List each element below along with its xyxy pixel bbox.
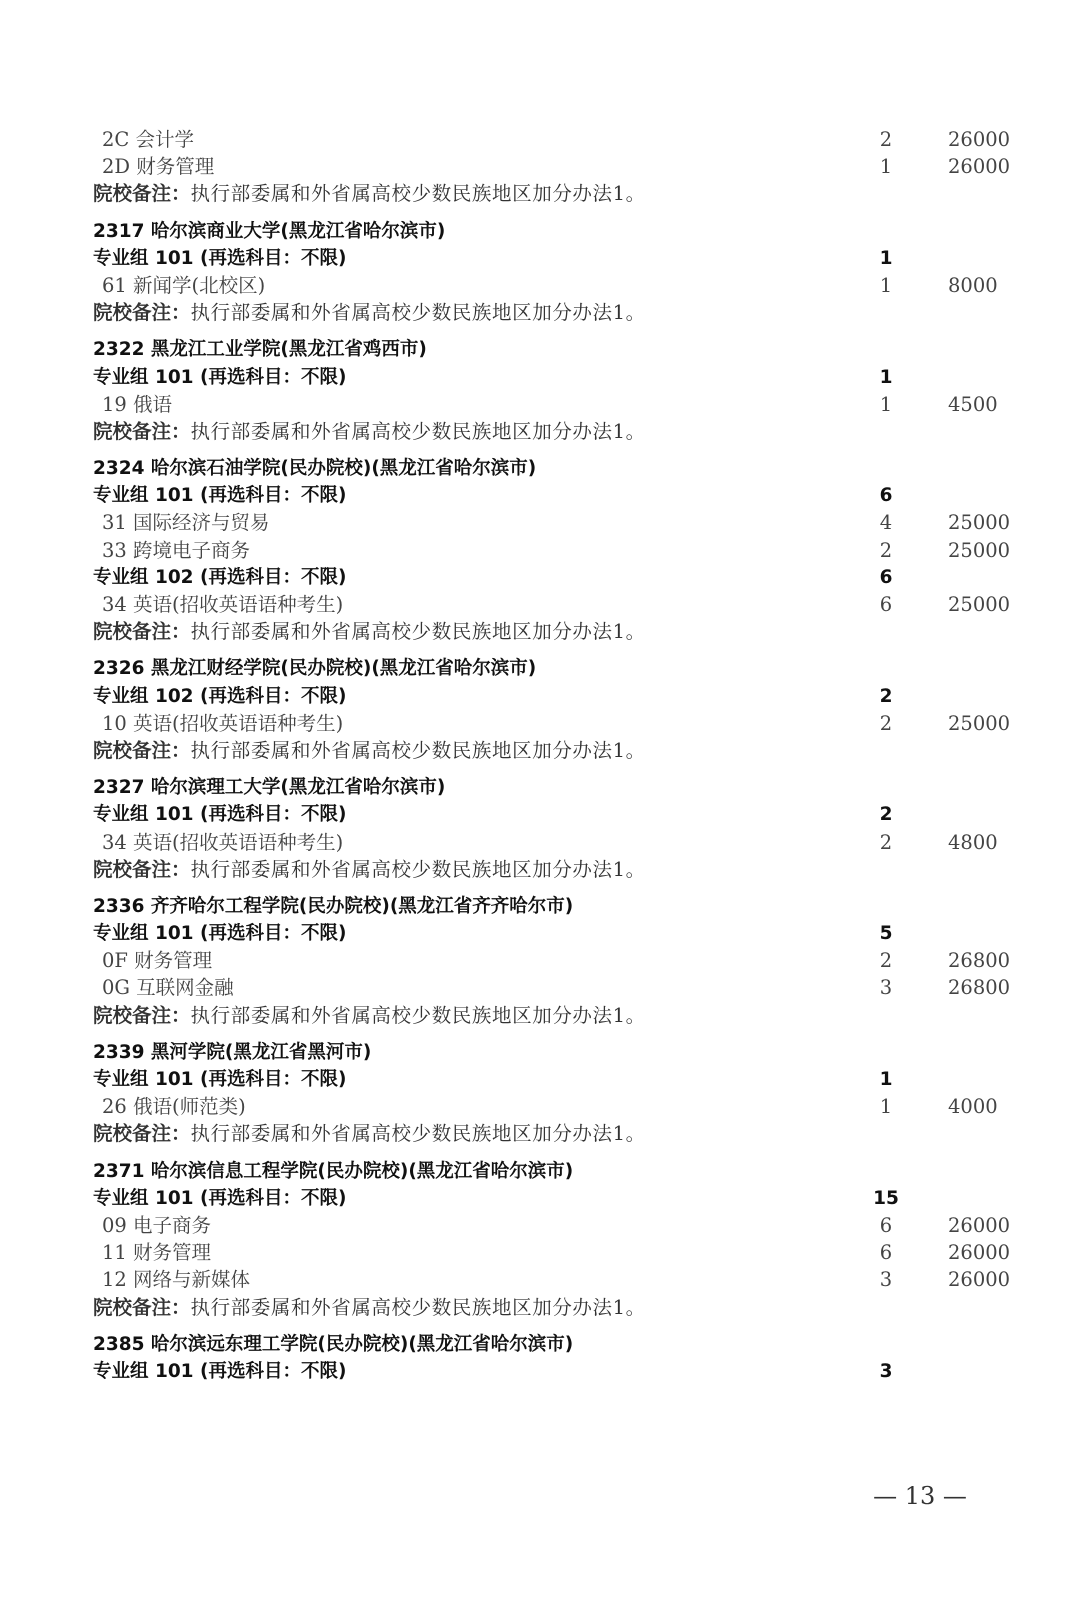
- note-row: [0, 299, 1080, 326]
- tuition-fee: 26000: [948, 128, 1011, 151]
- major-name: 33 跨境电子商务: [102, 538, 251, 562]
- school-row: [0, 455, 1080, 482]
- school-title: 2317 哈尔滨商业大学(黑龙江省哈尔滨市): [93, 220, 446, 242]
- major-name: 19 俄语: [102, 392, 173, 416]
- major-row: [0, 272, 1080, 299]
- tuition-fee: 4800: [948, 830, 998, 854]
- plan-count: 1: [879, 1069, 893, 1090]
- plan-count: 3: [879, 1360, 893, 1382]
- school-row: [0, 1331, 1080, 1358]
- note-text: [93, 418, 646, 445]
- plan-count: 3: [879, 1268, 893, 1292]
- group-title: 专业组 101 (再选科目：不限): [93, 1187, 347, 1209]
- tuition-fee: 4000: [948, 1095, 998, 1119]
- tuition-fee: 25000: [948, 593, 1011, 616]
- tuition-fee: 26800: [948, 949, 1011, 973]
- group-title: 专业组 101 (再选科目：不限): [93, 1360, 347, 1382]
- school-row: [0, 218, 1080, 245]
- note-text: [93, 856, 646, 883]
- group-title: 专业组 102 (再选科目：不限): [93, 685, 347, 707]
- school-title: 2336 齐齐哈尔工程学院(民办院校)(黑龙江省齐齐哈尔市): [93, 895, 574, 917]
- major-name: 34 英语(招收英语语种考生): [102, 593, 344, 616]
- group-row: [0, 683, 1080, 710]
- major-row: [0, 1093, 1080, 1120]
- tuition-fee: 25000: [948, 711, 1011, 735]
- note-label: 院校备注：: [93, 620, 191, 644]
- major-row: [0, 974, 1080, 1001]
- tuition-fee: 26000: [948, 155, 1011, 179]
- group-title: 专业组 101 (再选科目：不限): [93, 366, 347, 388]
- plan-count: 6: [879, 593, 893, 616]
- note-row: [0, 1120, 1080, 1147]
- group-row: [0, 482, 1080, 509]
- note-label: 院校备注：: [93, 1003, 191, 1027]
- note-row: [0, 1294, 1080, 1321]
- major-name: 2C 会计学: [102, 128, 195, 151]
- major-row: [0, 391, 1080, 418]
- note-label: 院校备注：: [93, 738, 191, 762]
- major-row: [0, 1239, 1080, 1266]
- page-number: — 13 —: [873, 1482, 967, 1510]
- major-row: [0, 537, 1080, 564]
- school-row: [0, 336, 1080, 363]
- tuition-fee: 26000: [948, 1213, 1011, 1237]
- group-title: 专业组 101 (再选科目：不限): [93, 485, 347, 507]
- plan-count: 3: [879, 976, 893, 1000]
- plan-count: 4: [879, 511, 893, 535]
- tuition-fee: 26000: [948, 1241, 1011, 1265]
- group-title: 专业组 101 (再选科目：不限): [93, 804, 347, 826]
- school-title: 2385 哈尔滨远东理工学院(民办院校)(黑龙江省哈尔滨市): [93, 1333, 574, 1355]
- note-row: [0, 618, 1080, 645]
- plan-count: 6: [879, 485, 893, 507]
- major-name: 61 新闻学(北校区): [102, 273, 266, 297]
- tuition-fee: 8000: [948, 273, 998, 297]
- note-text: [93, 1120, 646, 1147]
- note-content: 执行部委属和外省属高校少数民族地区加分办法1。: [190, 301, 646, 325]
- major-row: [0, 126, 1080, 153]
- group-row: [0, 1066, 1080, 1093]
- note-label: 院校备注：: [93, 419, 191, 443]
- school-row: [0, 893, 1080, 920]
- major-name: 26 俄语(师范类): [102, 1095, 246, 1119]
- note-row: [0, 856, 1080, 883]
- plan-count: 6: [879, 1241, 893, 1265]
- note-row: [0, 1002, 1080, 1029]
- major-name: 09 电子商务: [102, 1213, 212, 1237]
- major-name: 10 英语(招收英语语种考生): [102, 711, 344, 735]
- plan-count: 5: [879, 923, 893, 945]
- note-content: 执行部委属和外省属高校少数民族地区加分办法1。: [190, 419, 646, 443]
- group-row: [0, 801, 1080, 828]
- major-row: [0, 1212, 1080, 1239]
- major-row: [0, 1266, 1080, 1293]
- note-label: 院校备注：: [93, 182, 191, 206]
- major-name: 0F 财务管理: [102, 949, 213, 973]
- note-row: [0, 418, 1080, 445]
- plan-count: 2: [879, 711, 893, 735]
- major-name: 31 国际经济与贸易: [102, 511, 270, 535]
- note-label: 院校备注：: [93, 857, 191, 881]
- tuition-fee: 25000: [948, 511, 1011, 535]
- group-row: [0, 245, 1080, 272]
- school-title: 2322 黑龙江工业学院(黑龙江省鸡西市): [93, 339, 427, 361]
- school-title: 2327 哈尔滨理工大学(黑龙江省哈尔滨市): [93, 777, 446, 799]
- note-content: 执行部委属和外省属高校少数民族地区加分办法1。: [190, 1295, 646, 1319]
- tuition-fee: 4500: [948, 392, 998, 416]
- school-title: 2339 黑河学院(黑龙江省黑河市): [93, 1041, 372, 1063]
- plan-count: 1: [879, 247, 893, 269]
- major-row: [0, 509, 1080, 536]
- plan-count: 1: [879, 1095, 893, 1119]
- group-row: [0, 564, 1080, 591]
- school-row: [0, 774, 1080, 801]
- major-name: 11 财务管理: [102, 1241, 212, 1265]
- group-row: [0, 920, 1080, 947]
- group-title: 专业组 101 (再选科目：不限): [93, 247, 347, 269]
- note-label: 院校备注：: [93, 301, 191, 325]
- plan-count: 2: [879, 685, 893, 707]
- tuition-fee: 25000: [948, 538, 1011, 562]
- note-label: 院校备注：: [93, 1122, 191, 1146]
- major-name: 34 英语(招收英语语种考生): [102, 830, 344, 854]
- note-text: [93, 618, 646, 645]
- major-name: 2D 财务管理: [102, 155, 215, 179]
- plan-count: 6: [879, 1213, 893, 1237]
- plan-count: 1: [879, 273, 893, 297]
- note-content: 执行部委属和外省属高校少数民族地区加分办法1。: [190, 738, 646, 762]
- plan-count: 1: [879, 392, 893, 416]
- note-row: [0, 737, 1080, 764]
- plan-count: 2: [879, 949, 893, 973]
- note-content: 执行部委属和外省属高校少数民族地区加分办法1。: [190, 182, 646, 206]
- group-title: 专业组 101 (再选科目：不限): [93, 1069, 347, 1090]
- major-name: 12 网络与新媒体: [102, 1268, 251, 1292]
- major-row: [0, 153, 1080, 180]
- note-text: [93, 737, 646, 764]
- note-row: [0, 180, 1080, 207]
- group-title: 专业组 102 (再选科目：不限): [93, 566, 347, 588]
- school-row: [0, 1158, 1080, 1185]
- plan-count: 1: [879, 366, 893, 388]
- group-row: [0, 364, 1080, 391]
- plan-count: 2: [879, 830, 893, 854]
- note-text: [93, 299, 646, 326]
- plan-count: 15: [873, 1187, 899, 1209]
- school-title: 2371 哈尔滨信息工程学院(民办院校)(黑龙江省哈尔滨市): [93, 1160, 574, 1182]
- note-content: 执行部委属和外省属高校少数民族地区加分办法1。: [190, 1003, 646, 1027]
- plan-count: 6: [879, 566, 893, 588]
- note-content: 执行部委属和外省属高校少数民族地区加分办法1。: [190, 857, 646, 881]
- plan-count: 2: [879, 804, 893, 826]
- tuition-fee: 26000: [948, 1268, 1011, 1292]
- school-title: 2324 哈尔滨石油学院(民办院校)(黑龙江省哈尔滨市): [93, 458, 537, 480]
- note-content: 执行部委属和外省属高校少数民族地区加分办法1。: [190, 620, 646, 644]
- document-body: [0, 126, 1080, 1385]
- major-name: 0G 互联网金融: [102, 976, 234, 1000]
- school-title: 2326 黑龙江财经学院(民办院校)(黑龙江省哈尔滨市): [93, 658, 537, 680]
- major-row: [0, 591, 1080, 618]
- major-row: [0, 947, 1080, 974]
- school-row: [0, 1039, 1080, 1066]
- note-text: [93, 1002, 646, 1029]
- plan-count: 2: [879, 128, 893, 151]
- major-row: [0, 710, 1080, 737]
- group-row: [0, 1185, 1080, 1212]
- plan-count: 2: [879, 538, 893, 562]
- major-row: [0, 829, 1080, 856]
- group-row: [0, 1358, 1080, 1385]
- note-label: 院校备注：: [93, 1295, 191, 1319]
- tuition-fee: 26800: [948, 976, 1011, 1000]
- plan-count: 1: [879, 155, 893, 179]
- note-text: [93, 1294, 646, 1321]
- note-content: 执行部委属和外省属高校少数民族地区加分办法1。: [190, 1122, 646, 1146]
- group-title: 专业组 101 (再选科目：不限): [93, 923, 347, 945]
- school-row: [0, 655, 1080, 682]
- note-text: [93, 180, 646, 207]
